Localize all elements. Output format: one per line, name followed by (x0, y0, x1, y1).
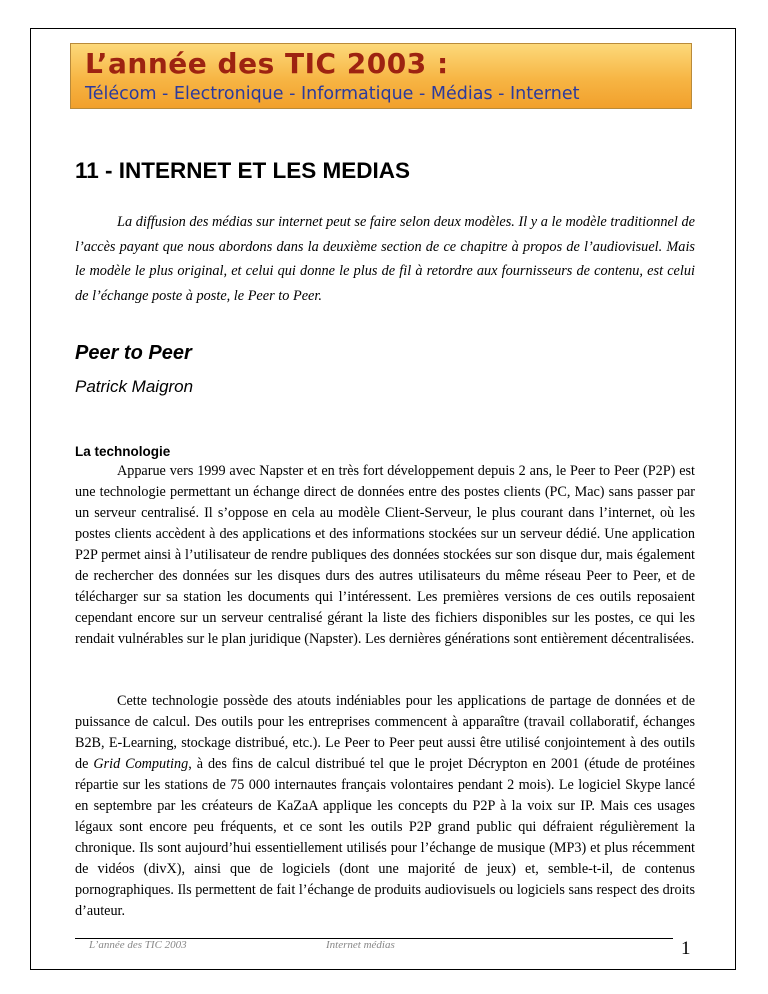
page-number: 1 (681, 938, 691, 959)
body-paragraph-2 (75, 691, 695, 922)
banner-subtitle: Télécom - Electronique - Informatique - Médias - Internet (85, 84, 580, 104)
paragraph-2-text-start: Cette technologie possède des atouts indéniables pour les applications de partage de données et de puissance de calcul. Des outils pour les entreprises commencent à apparaître (travail collaboratif, échanges B2B, E-Learning, stockage distribué, etc.). Le Peer to Peer peut aussi être utilisé conjointement à des outils de (75, 693, 695, 772)
section-title: Peer to Peer (75, 342, 192, 364)
footer-book-title: L’année des TIC 2003 (89, 939, 187, 951)
footer-chapter-name: Internet médias (326, 939, 395, 951)
section-author: Patrick Maigron (75, 377, 194, 396)
chapter-intro: La diffusion des médias sur internet peut se faire selon deux modèles. Il y a le modèle traditionnel de l’accès payant que nous abordons dans la deuxième section de ce chapitre à propos de l’audiovisuel. Mais le modèle le plus original, et celui qui donne le plus de fil à retordre aux fournisseurs de contenu, est celui de l’échange poste à poste, le Peer to Peer. (75, 214, 695, 304)
header-banner (70, 43, 692, 109)
chapter-title: 11 - INTERNET ET LES MEDIAS (75, 158, 411, 183)
banner-title: L’année des TIC 2003 : (85, 47, 449, 80)
subsection-title: La technologie (75, 444, 171, 459)
paragraph-2-text-end: , à des fins de calcul distribué tel que le projet Décrypton en 2001 (étude de protéines répartie sur les stations de 75 000 internautes français volontaires pendant 2 mois). Le logiciel Skype lancé en septembre par les créateurs de KaZaA applique les concepts du P2P à la voix sur IP. Mais ces usages légaux sont encore peu fréquents, et ce sont les outils P2P grand public qui défraient régulièrement la chronique. Ils sont aujourd’hui essentiellement utilisés pour l’échange de musique (MP3) et plus récemment de vidéos (divX), ainsi que de logiciels (dont une majorité de jeux) et, semble-t-il, de contenus pornographiques. Ils permettent de fait l’échange de produits audiovisuels ou logiciels sans respect des droits d’auteur. (75, 756, 695, 919)
grid-computing-term: Grid Computing (93, 756, 189, 772)
body-paragraph-1: Apparue vers 1999 avec Napster et en très fort développement depuis 2 ans, le Peer to Peer (P2P) est une technologie permettant un échange direct de données entre des postes clients (PC, Mac) sans passer par un serveur centralisé. Il s’oppose en cela au modèle Client-Serveur, le plus courant dans l’internet, où les postes clients accèdent à des applications et des informations stockées sur un serveur dédié. Une application P2P permet ainsi à l’utilisateur de rendre publiques des données stockées sur son disque dur, mais également de rechercher des données sur les disques durs des autres utilisateurs du même réseau Peer to Peer, et de télécharger sur sa station les documents qui l’intéressent. Les premières versions de ces outils reposaient cependant encore sur un serveur centralisé gérant la liste des fichiers disponibles sur les postes, ce qui les rendait vulnérables sur le plan juridique (Napster). Les dernières générations sont entièrement décentralisées. (75, 463, 695, 647)
